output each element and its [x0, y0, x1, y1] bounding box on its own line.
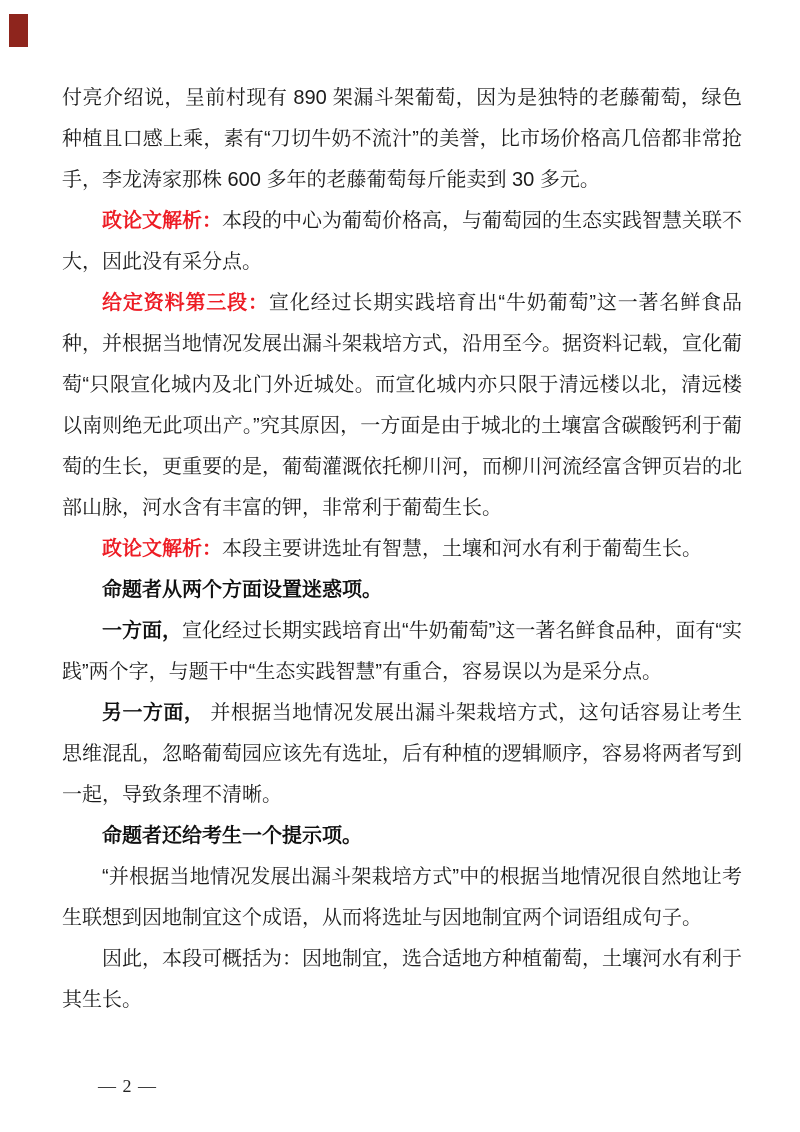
- body-text: 本段的中心为葡萄价格高，与葡萄园的生态实践智慧关联不大，因此没有采分点。: [62, 210, 742, 273]
- bold-lead: 另一方面，: [102, 702, 205, 724]
- body-text: 付亮介绍说，呈前村现有 890 架漏斗架葡萄，因为是独特的老藤葡萄，绿色种植且口感上乘，素有“刀切牛奶不流汁”的美誉，比市场价格高几倍都非常抢手，李龙涛家那株 600 多年的老藤葡萄每斤能卖到 30 多元。: [62, 87, 742, 191]
- body-text: 并根据当地情况发展出漏斗架栽培方式，这句话容易让考生思维混乱，忽略葡萄园应该先有选址，后有种植的逻辑顺序，容易将两者写到一起，导致条理不清晰。: [62, 702, 743, 806]
- red-label: 政论文解析：: [102, 210, 222, 232]
- body-text: 本段主要讲选址有智慧，土壤和河水有利于葡萄生长。: [222, 538, 702, 560]
- red-label: 政论文解析：: [102, 538, 222, 560]
- paragraph: [62, 939, 742, 1021]
- page-number: [98, 1076, 157, 1097]
- corner-red-mark: [9, 14, 28, 47]
- page-number-label: — 2 —: [98, 1076, 157, 1096]
- paragraph: [62, 201, 742, 283]
- paragraph: [62, 611, 742, 693]
- paragraph: [62, 529, 742, 570]
- bold-lead: 命题者从两个方面设置迷惑项。: [102, 579, 382, 601]
- body-text: 宣化经过长期实践培育出“牛奶葡萄”这一著名鲜食品种，面有“实践”两个字，与题干中“生态实践智慧”有重合，容易误以为是采分点。: [62, 620, 743, 683]
- body-text: 宣化经过长期实践培育出“牛奶葡萄”这一著名鲜食品种，并根据当地情况发展出漏斗架栽培方式，沿用至今。据资料记载，宣化葡萄“只限宣化城内及北门外近城处。而宣化城内亦只限于清远楼以北，清远楼以南则绝无此项出产。”究其原因，一方面是由于城北的土壤富含碳酸钙利于葡萄的生长，更重要的是，葡萄灌溉依托柳川河，而柳川河流经富含钾页岩的北部山脉，河水含有丰富的钾，非常利于葡萄生长。: [62, 292, 742, 519]
- body-text: “并根据当地情况发展出漏斗架栽培方式”中的根据当地情况很自然地让考生联想到因地制宜这个成语，从而将选址与因地制宜两个词语组成句子。: [62, 866, 742, 929]
- paragraph: [62, 857, 742, 939]
- bold-lead: 命题者还给考生一个提示项。: [102, 825, 362, 847]
- paragraph: [62, 283, 742, 529]
- paragraph: [62, 78, 742, 201]
- paragraph: [62, 816, 742, 857]
- document-content: [62, 78, 742, 1021]
- red-label: 给定资料第三段：: [102, 292, 269, 314]
- bold-lead: 一方面，: [102, 620, 183, 642]
- body-text: 因此，本段可概括为：因地制宜，选合适地方种植葡萄，土壤河水有利于其生长。: [62, 948, 742, 1011]
- paragraph: [62, 570, 742, 611]
- paragraph: [62, 693, 742, 816]
